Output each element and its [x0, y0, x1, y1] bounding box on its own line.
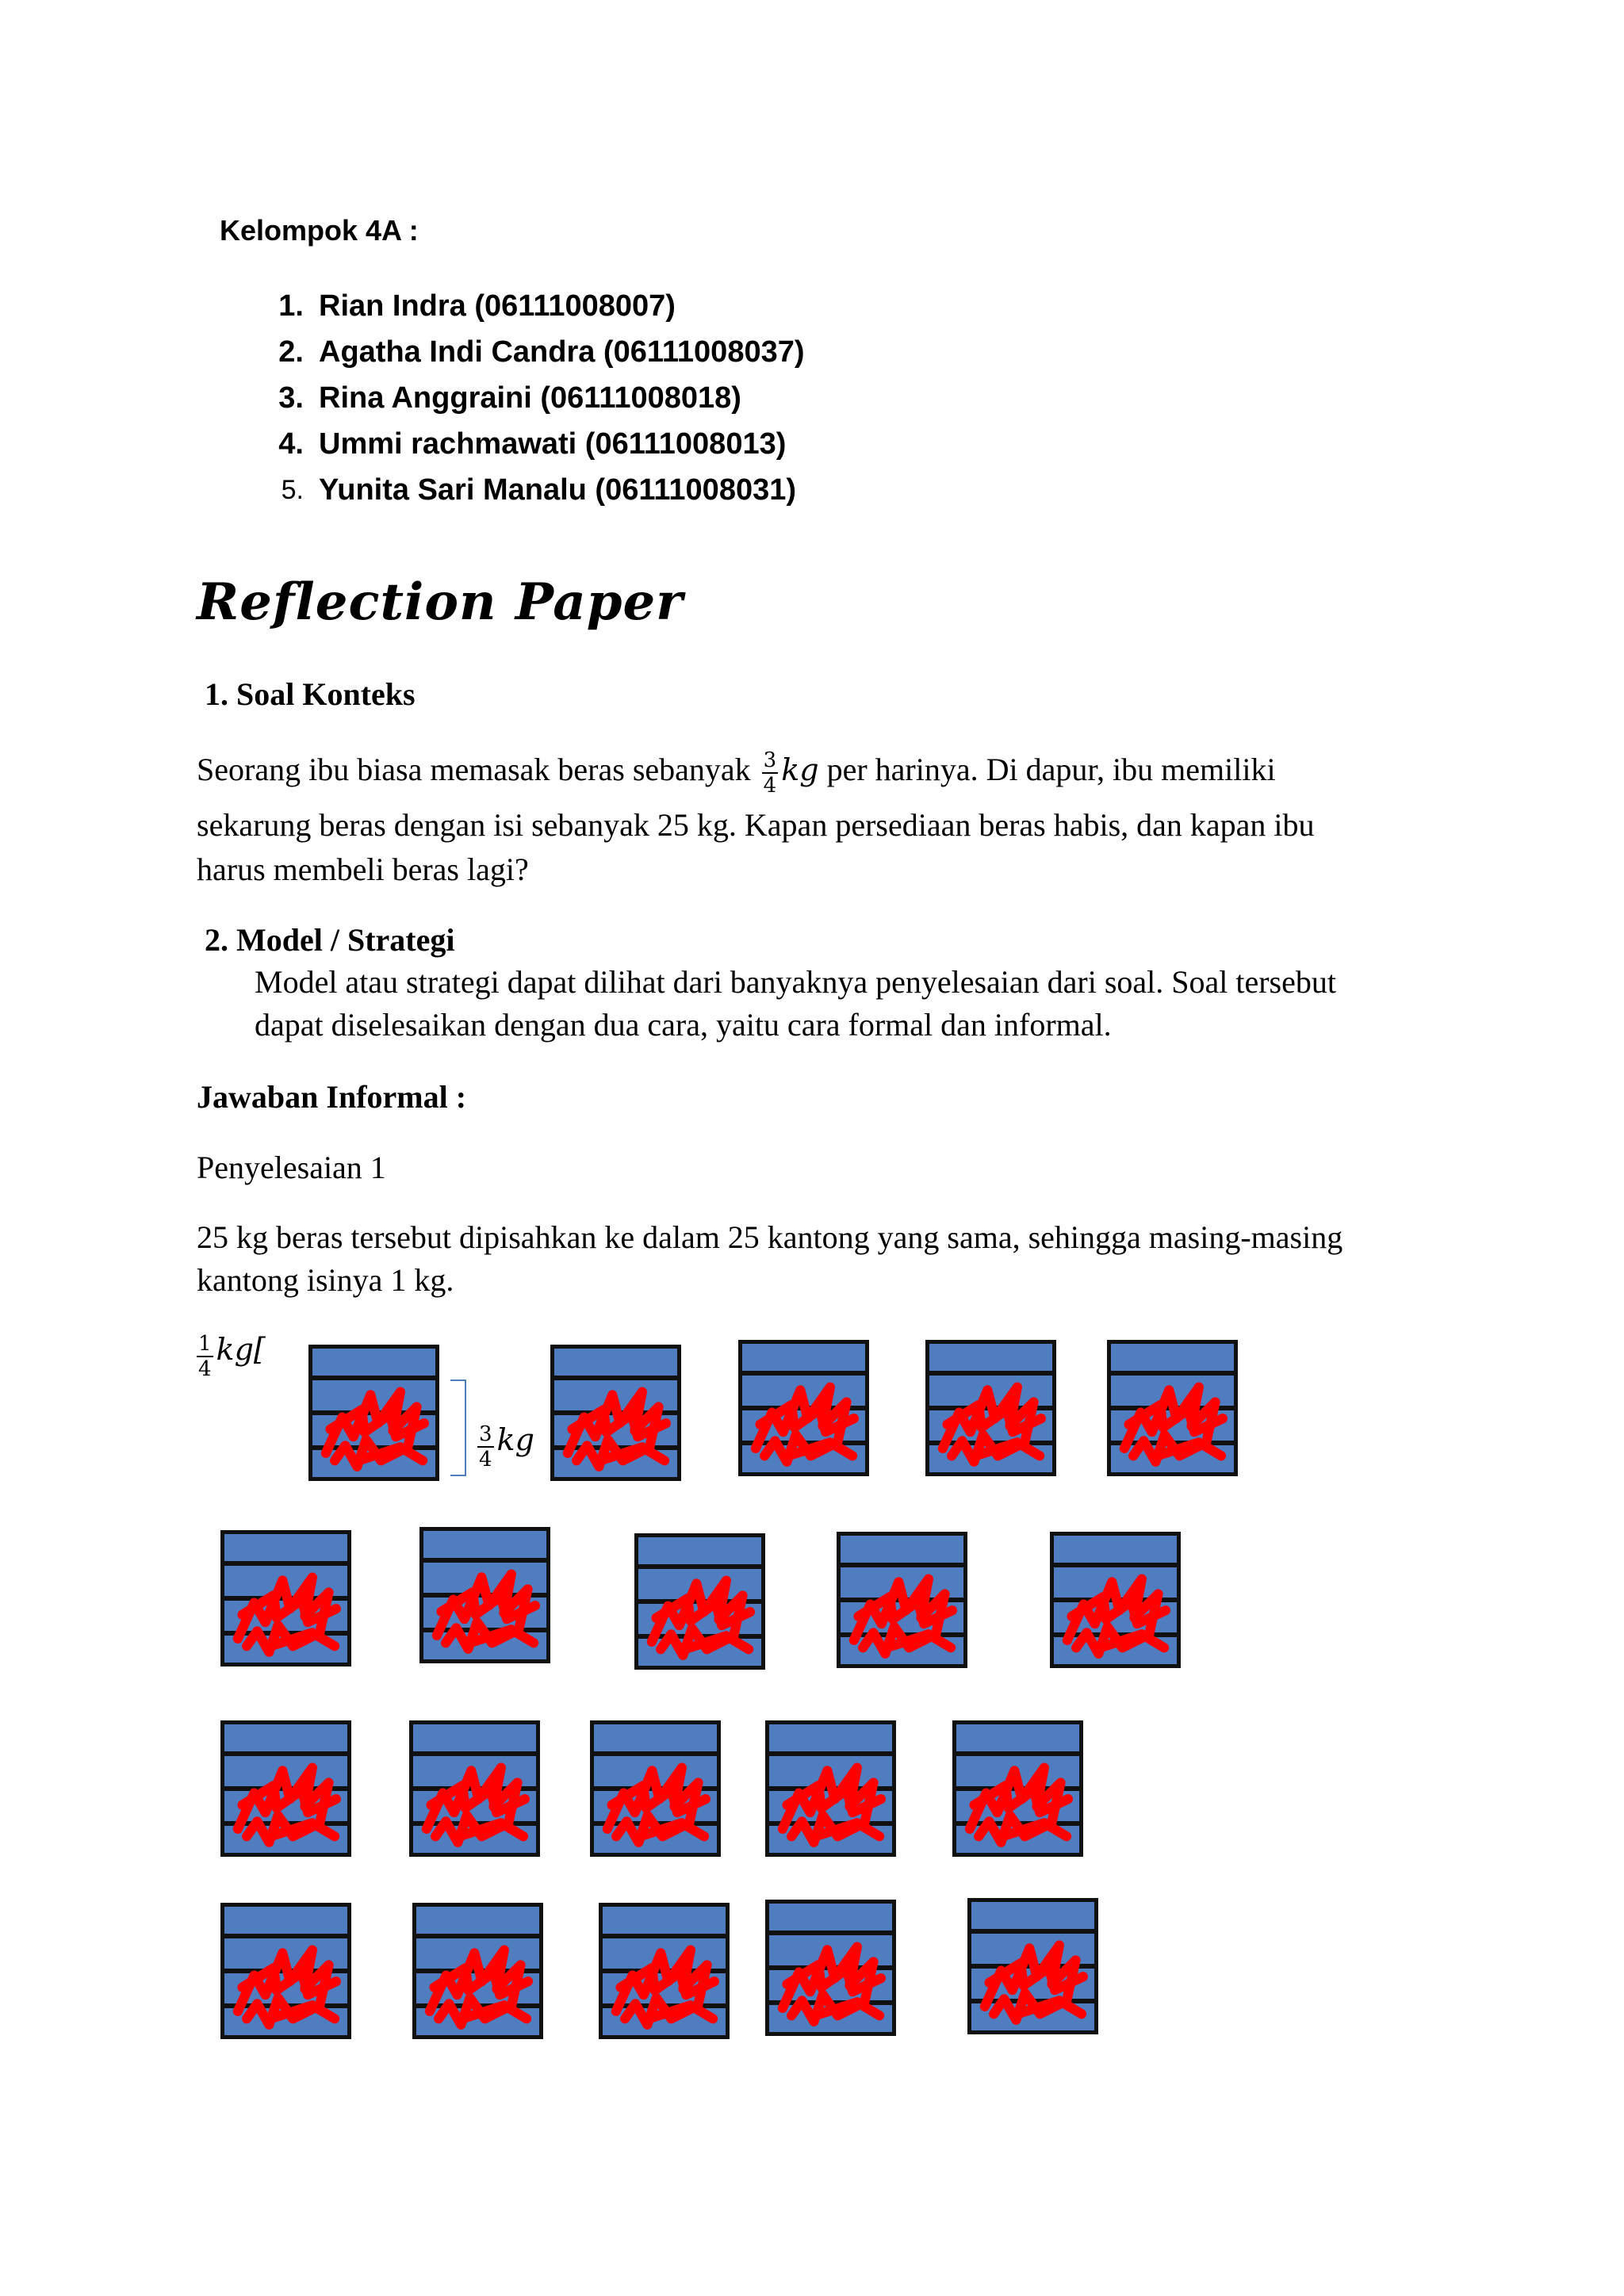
member-list [267, 287, 981, 517]
member-item [267, 425, 981, 471]
red-scribble [769, 1904, 892, 2032]
rice-bag [765, 1900, 896, 2036]
fraction-denominator: 4 [198, 1357, 212, 1382]
solution-line-2: kantong isinya 1 kg. [197, 1262, 454, 1298]
fraction-denominator: 4 [763, 773, 777, 798]
problem-line-2: sekarung beras dengan isi sebanyak 25 kg. Kapan persediaan beras habis, dan kapan ibu [197, 807, 1315, 843]
rice-bag [634, 1533, 765, 1670]
scribble-stroke [783, 1947, 881, 2022]
scribble-stroke [238, 1578, 336, 1652]
red-scribble [742, 1344, 865, 1472]
red-scribble [224, 1534, 347, 1663]
group-title: Kelompok 4A : [220, 214, 419, 247]
rice-bag [1107, 1340, 1238, 1476]
section-heading-soal-konteks: 1. Soal Konteks [205, 676, 416, 712]
rice-bag [765, 1720, 896, 1857]
solution-subheading: Penyelesaian 1 [197, 1150, 386, 1185]
red-scribble [224, 1724, 347, 1853]
member-item [267, 471, 981, 517]
red-scribble [929, 1344, 1052, 1472]
member-name: Ummi rachmawati (06111008013) [319, 427, 787, 461]
scribble-stroke [437, 1575, 535, 1649]
red-scribble [413, 1724, 536, 1853]
rice-bag [419, 1527, 550, 1663]
red-scribble [554, 1349, 677, 1477]
informal-answer-heading: Jawaban Informal : [197, 1079, 467, 1115]
rice-bag [550, 1345, 681, 1481]
scribble-stroke [427, 1768, 525, 1843]
fraction-numerator: 3 [763, 748, 777, 772]
fraction-denominator: 4 [479, 1448, 492, 1472]
fraction-numerator: 3 [479, 1422, 492, 1447]
rice-bag [409, 1720, 540, 1857]
rice-bag [220, 1903, 351, 2039]
quarter-kg-label [193, 1332, 266, 1380]
rice-bag [590, 1720, 721, 1857]
rice-bag [220, 1530, 351, 1667]
red-scribble [416, 1907, 539, 2035]
three-quarter-bracket [450, 1380, 466, 1476]
document-title: Reflection Paper [197, 572, 684, 632]
scribble-stroke [783, 1768, 881, 1843]
fraction-three-quarter [762, 750, 779, 796]
strategy-line-1: Model atau strategi dapat dilihat dari banyaknya penyelesaian dari soal. Soal tersebut [255, 964, 1336, 1000]
scribble-stroke [652, 1581, 750, 1655]
scribble-stroke [238, 1768, 336, 1843]
red-scribble [1054, 1536, 1177, 1664]
scribble-stroke [1124, 1387, 1223, 1462]
problem-line-1 [197, 748, 1276, 796]
fraction-three-quarter-diagram [477, 1424, 494, 1470]
member-number: 4. [278, 427, 304, 461]
rice-bag [220, 1720, 351, 1857]
rice-bag [1050, 1532, 1181, 1668]
scribble-stroke [970, 1768, 1068, 1843]
rice-bag [308, 1345, 439, 1481]
member-number: 3. [278, 381, 304, 415]
rice-bag [952, 1720, 1083, 1857]
solution-line-1: 25 kg beras tersebut dipisahkan ke dalam 25 kantong yang sama, sehingga masing-masing [197, 1219, 1343, 1255]
scribble-stroke [238, 1950, 336, 2025]
scribble-stroke [568, 1392, 666, 1467]
member-number: 1. [278, 289, 304, 323]
problem-line-3: harus membeli beras lagi? [197, 851, 529, 887]
member-item [267, 333, 981, 379]
red-scribble [769, 1724, 892, 1853]
rice-bag [925, 1340, 1056, 1476]
red-scribble [1111, 1344, 1234, 1472]
unit-kg-diagram: kg [496, 1422, 534, 1457]
scribble-stroke [326, 1392, 424, 1467]
red-scribble [594, 1724, 717, 1853]
red-scribble [312, 1349, 435, 1477]
red-scribble [841, 1536, 963, 1664]
problem-text-before: Seorang ibu biasa memasak beras sebanyak [197, 752, 759, 787]
member-name: Rina Anggraini (06111008018) [319, 381, 741, 415]
red-scribble [638, 1537, 761, 1666]
member-item [267, 379, 981, 425]
member-number: 2. [278, 335, 304, 369]
scribble-stroke [1067, 1579, 1166, 1654]
section-heading-model-strategi: 2. Model / Strategi [205, 922, 455, 958]
rice-bag [599, 1903, 730, 2039]
rice-bag [738, 1340, 869, 1476]
strategy-line-2: dapat diselesaikan dengan dua cara, yaitu cara formal dan informal. [255, 1007, 1112, 1043]
member-number: 5. [281, 475, 304, 505]
red-scribble [423, 1531, 546, 1659]
fraction-numerator: 1 [198, 1332, 212, 1357]
scribble-stroke [756, 1387, 854, 1462]
rice-bag [967, 1898, 1098, 2034]
member-item [267, 287, 981, 333]
scribble-stroke [616, 1950, 714, 2025]
red-scribble [603, 1907, 726, 2035]
scribble-stroke [854, 1579, 952, 1654]
scribble-stroke [607, 1768, 706, 1843]
red-scribble [971, 1902, 1094, 2030]
fraction-one-quarter [197, 1334, 213, 1380]
member-name: Yunita Sari Manalu (06111008031) [319, 473, 797, 507]
scribble-stroke [985, 1946, 1083, 2020]
unit-kg: kg [781, 752, 819, 787]
unit-kg-bracket: kg[ [216, 1332, 266, 1367]
rice-bag [837, 1532, 967, 1668]
member-name: Agatha Indi Candra (06111008037) [319, 335, 805, 369]
scribble-stroke [430, 1950, 528, 2025]
member-name: Rian Indra (06111008007) [319, 289, 676, 323]
problem-text-after: per harinya. Di dapur, ibu memiliki [818, 752, 1276, 787]
red-scribble [224, 1907, 347, 2035]
rice-bag [412, 1903, 543, 2039]
scribble-stroke [943, 1387, 1041, 1462]
red-scribble [956, 1724, 1079, 1853]
three-quarter-kg-label [474, 1422, 534, 1470]
